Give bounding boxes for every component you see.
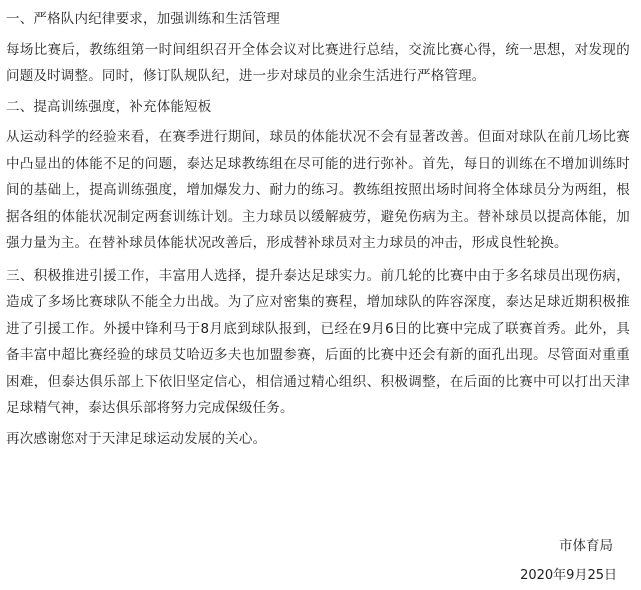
section-1-heading: 一、严格队内纪律要求，加强训练和生活管理 bbox=[6, 11, 280, 27]
section-1-body: 每场比赛后，教练组第一时间组织召开全体会议对比赛进行总结，交流比赛心得，统一思想，对发现的问题及时调整。同时，修订队规队纪，进一步对球员的业余生活进行严格管理。 bbox=[6, 41, 630, 84]
document-body bbox=[6, 6, 630, 452]
closing-remark: 再次感谢您对于天津足球运动发展的关心。 bbox=[6, 430, 267, 447]
section-2-heading: 二、提高训练强度，补充体能短板 bbox=[6, 98, 212, 115]
section-2-body: 从运动科学的经验来看，在赛季进行期间，球员的体能状况不会有显著改善。但面对球队在前几场比赛中凸显出的体能不足的问题，泰达足球教练组在尽可能的进行弥补。首先，每日的训练在不增加训练时间的基础上，提高训练强度，增加爆发力、耐力的练习。教练组按照出场时间将全体球员分为两组，根据各组的体能状况制定两套训练计划。主力球员以缓解疲劳，避免伤病为主。替补球员以提高体能，加强力量为主。在替补球员体能状况改善后，形成替补球员对主力球员的冲击，形成良性轮换。 bbox=[6, 129, 630, 251]
signature-organization: 市体育局 bbox=[559, 538, 613, 554]
section-3-body: 三、积极推进引援工作，丰富用人选择，提升泰达足球实力。前几轮的比赛中由于多名球员出现伤病，造成了多场比赛球队不能全力出战。为了应对密集的赛程，增加球队的阵容深度，泰达足球近期积极推进了引援工作。外援中锋利马于8月底到球队报到，已经在9月6日的比赛中完成了联赛首秀。此外，具备丰富中超比赛经验的球员艾哈迈多夫也加盟参赛，后面的比赛中还会有新的面孔出现。尽管面对重重困难，但泰达俱乐部上下依旧坚定信心，相信通过精心组织、积极调整，在后面的比赛中可以打出天津足球精气神，泰达俱乐部将努力完成保级任务。 bbox=[6, 267, 630, 416]
signature-date: 2020年9月25日 bbox=[520, 568, 617, 583]
